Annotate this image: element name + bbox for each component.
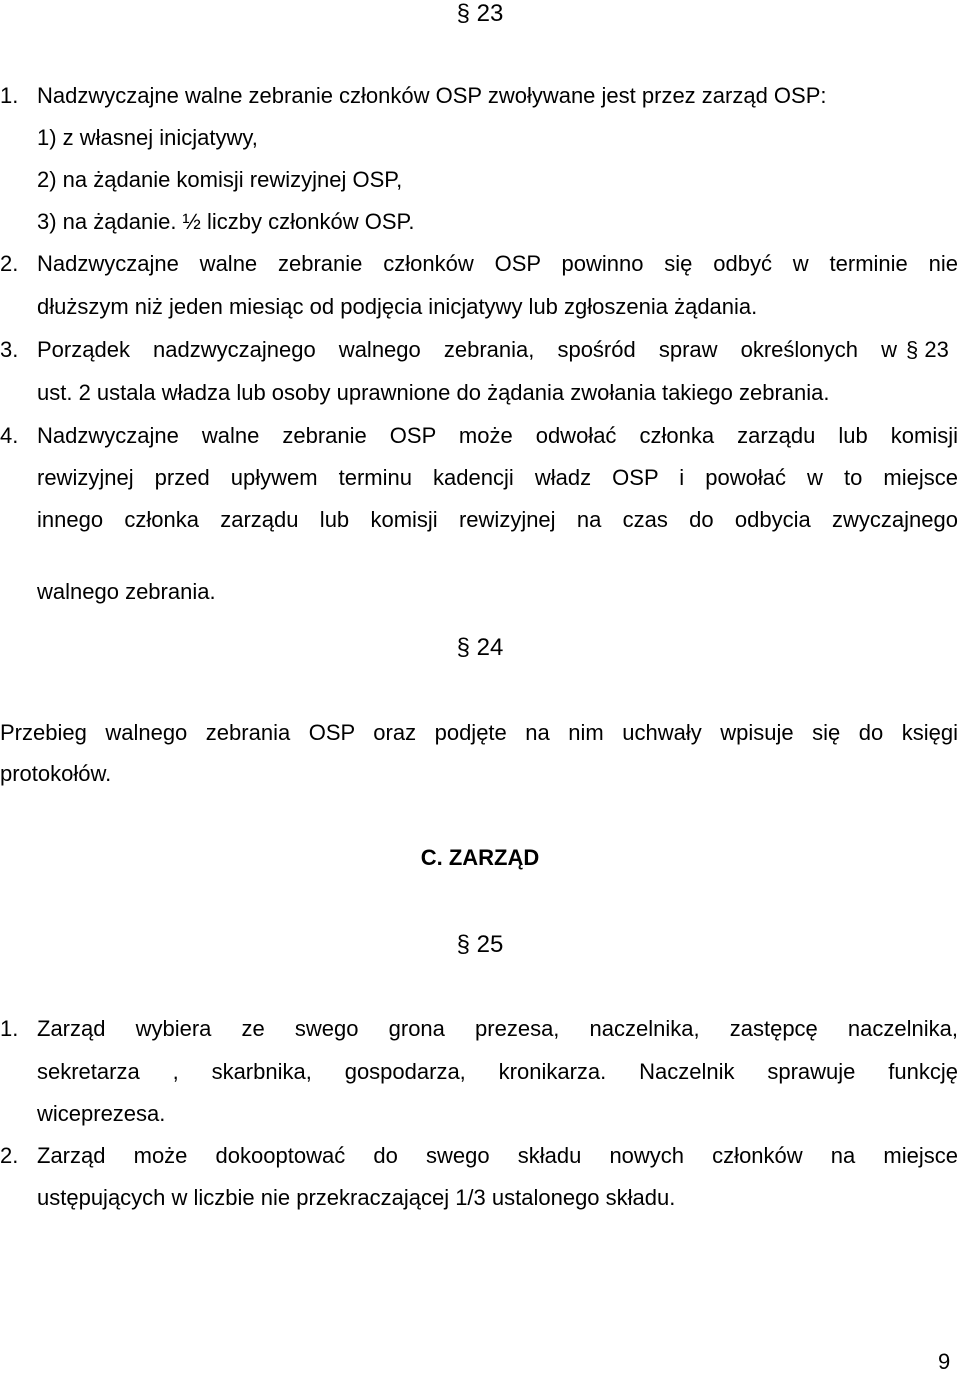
section-symbol: § (456, 931, 470, 958)
section-symbol: § (456, 0, 470, 27)
paragraph-text: walnego zebrania. (37, 579, 216, 604)
section-number: 23 (476, 0, 504, 27)
list-item: 3) na żądanie. ½ liczby członków OSP. (37, 209, 415, 234)
list-item: 1) z własnej inicjatywy, (37, 125, 258, 150)
section-symbol: § (456, 634, 470, 661)
paragraph-text: Nadzwyczajne walne zebranie członków OSP zwoływane jest przez zarząd OSP: (37, 83, 827, 108)
paragraph-text: protokołów. (0, 761, 112, 786)
list-item: 2) na żądanie komisji rewizyjnej OSP, (37, 167, 403, 192)
paragraph-number: 2. (0, 1143, 19, 1168)
paragraph-text: sekretarza , skarbnika, gospodarza, kronikarza. Naczelnik sprawuje funkcję (37, 1059, 958, 1084)
paragraph-text: Nadzwyczajne walne zebranie członków OSP powinno się odbyć w terminie nie (37, 251, 958, 276)
section-heading-25 (0, 931, 960, 959)
paragraph-number: 4. (0, 423, 19, 448)
section-symbol: § (906, 337, 919, 362)
paragraph-text: ustępujących w liczbie nie przekraczającej 1/3 ustalonego składu. (37, 1185, 676, 1210)
paragraph-text: Zarząd wybiera ze swego grona prezesa, naczelnika, zastępcę naczelnika, (37, 1016, 958, 1041)
page-number: 9 (938, 1349, 951, 1374)
paragraph-text: Zarząd może dokooptować do swego składu nowych członków na miejsce (37, 1143, 958, 1168)
paragraph-text: ust. 2 ustala władza lub osoby uprawnione do żądania zwołania takiego zebrania. (37, 380, 830, 405)
paragraph-text: rewizyjnej przed upływem terminu kadencji władz OSP i powołać w to miejsce (37, 465, 958, 490)
paragraph-number: 1. (0, 1016, 19, 1041)
paragraph-text: Porządek nadzwyczajnego walnego zebrania, spośród spraw określonych w (37, 337, 897, 362)
chapter-title: C. ZARZĄD (420, 845, 540, 870)
paragraph-text: Nadzwyczajne walne zebranie OSP może odwołać członka zarządu lub komisji (37, 423, 958, 448)
section-number: 25 (476, 931, 504, 958)
paragraph-text: dłuższym niż jeden miesiąc od podjęcia inicjatywy lub zgłoszenia żądania. (37, 294, 758, 319)
section-heading-23 (0, 0, 960, 28)
paragraph-number: 1. (0, 83, 19, 108)
section-heading-24 (0, 634, 960, 662)
section-reference-number: 23 (924, 337, 949, 362)
paragraph-number: 2. (0, 251, 19, 276)
paragraph-text: wiceprezesa. (37, 1101, 166, 1126)
section-reference (906, 336, 949, 364)
section-number: 24 (476, 634, 504, 661)
paragraph-text: Przebieg walnego zebrania OSP oraz podjęte na nim uchwały wpisuje się do księgi (0, 720, 958, 745)
paragraph-text: innego członka zarządu lub komisji rewizyjnej na czas do odbycia zwyczajnego (37, 507, 958, 532)
paragraph-number: 3. (0, 337, 19, 362)
